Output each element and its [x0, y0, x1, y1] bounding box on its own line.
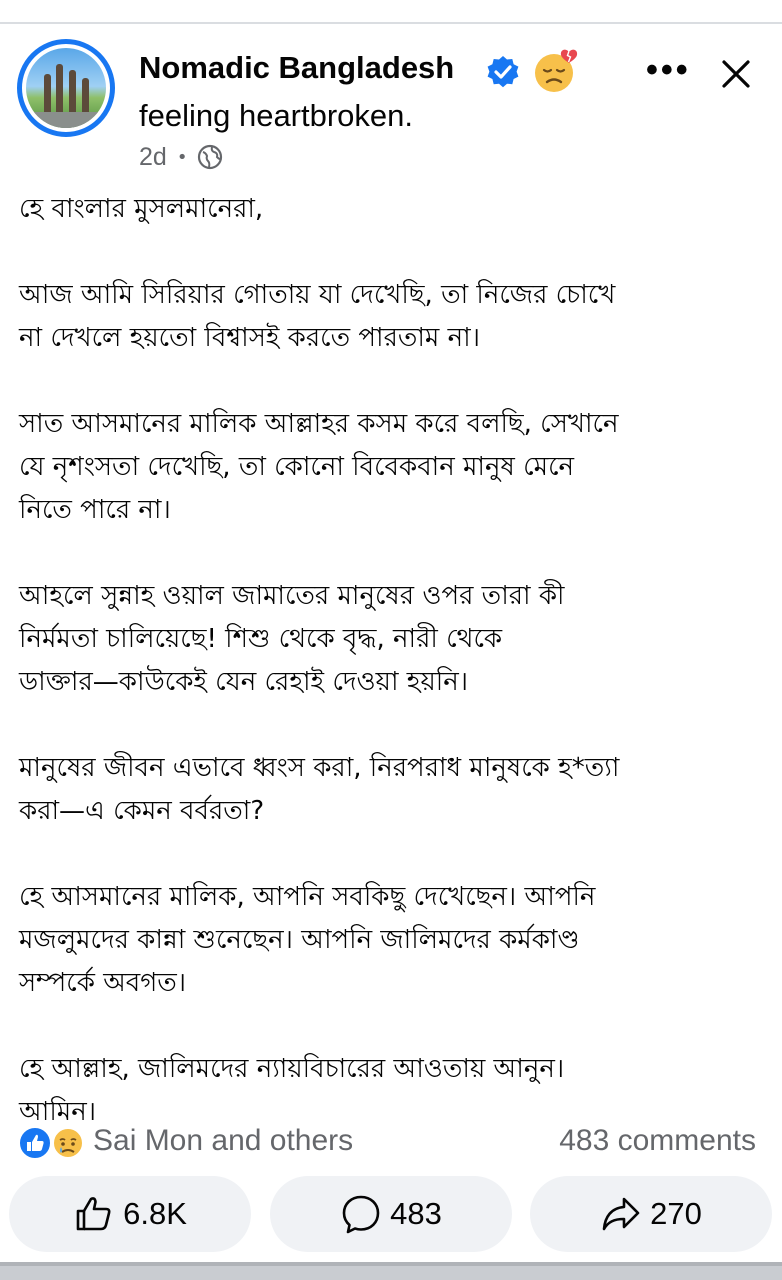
comment-icon: [340, 1193, 382, 1235]
post-paragraph: আজ আমি সিরিয়ার গোতায় যা দেখেছি, তা নিজের চোখে না দেখলে হয়তো বিশ্বাসই করতে পারতাম না।: [19, 280, 616, 353]
post-paragraph: হে আল্লাহ, জালিমদের ন্যায়বিচারের আওতায় আনুন। আমিন।: [19, 1054, 565, 1127]
avatar-photo: [26, 48, 106, 128]
reaction-icons[interactable]: [18, 1126, 90, 1160]
like-button[interactable]: [9, 1176, 251, 1252]
top-divider: [0, 22, 782, 24]
bottom-separator-edge: [0, 1262, 782, 1266]
post-time[interactable]: 2d: [139, 142, 167, 171]
post-paragraph: হে বাংলার মুসলমানেরা,: [19, 194, 264, 224]
more-options-icon[interactable]: •••: [646, 51, 691, 89]
avatar-statue: [69, 70, 76, 118]
page-name[interactable]: Nomadic Bangladesh: [139, 50, 455, 85]
reactors-text[interactable]: Sai Mon and others: [93, 1124, 354, 1157]
post-paragraph: মানুষের জীবন এভাবে ধ্বংস করা, নিরপরাধ মানুষকে হ*ত্যা করা—এ কেমন বর্বরতা?: [19, 753, 620, 826]
globe-icon[interactable]: [197, 144, 223, 170]
feeling-text: feeling heartbroken.: [139, 98, 414, 133]
page-avatar[interactable]: [17, 39, 115, 137]
share-icon: [600, 1193, 642, 1235]
sad-reaction-icon: [53, 1128, 83, 1158]
like-count: 6.8K: [123, 1196, 187, 1231]
post-header: [0, 30, 782, 180]
avatar-statue: [56, 64, 63, 118]
post-paragraph: সাত আসমানের মালিক আল্লাহর কসম করে বলছি, সেখানে যে নৃশংসতা দেখেছি, তা কোনো বিবেকবান মানুষ মেনে নিতে পারে না।: [19, 409, 619, 525]
verified-badge-icon: [486, 55, 520, 89]
post-paragraph: হে আসমানের মালিক, আপনি সবকিছু দেখেছেন। আপনি মজলুমদের কান্না শুনেছেন। আপনি জালিমদের কর্মকাণ্ড সম্পর্কে অবগত।: [19, 882, 596, 998]
avatar-road: [26, 112, 106, 128]
post-paragraph: আহলে সুন্নাহ ওয়াল জামাতের মানুষের ওপর তারা কী নির্মমতা চালিয়েছে! শিশু থেকে বৃদ্ধ, নারী থেকে ডাক্তার—কাউকেই যেন রেহাই দেওয়া হয়নি।: [19, 581, 565, 697]
reaction-stats: [0, 1118, 782, 1166]
like-reaction-icon: [19, 1127, 51, 1159]
heartbroken-emoji-icon: [532, 48, 578, 94]
share-count: 270: [650, 1196, 702, 1231]
comment-count: 483: [390, 1196, 442, 1231]
post-body: [19, 188, 769, 1134]
share-button[interactable]: [530, 1176, 772, 1252]
action-bar: [0, 1176, 782, 1252]
meta-separator: •: [176, 146, 188, 168]
comment-button[interactable]: [270, 1176, 512, 1252]
post-meta: [139, 142, 223, 172]
comments-count[interactable]: 483 comments: [559, 1124, 756, 1157]
close-icon[interactable]: [716, 54, 756, 94]
thumbs-up-icon: [73, 1193, 115, 1235]
